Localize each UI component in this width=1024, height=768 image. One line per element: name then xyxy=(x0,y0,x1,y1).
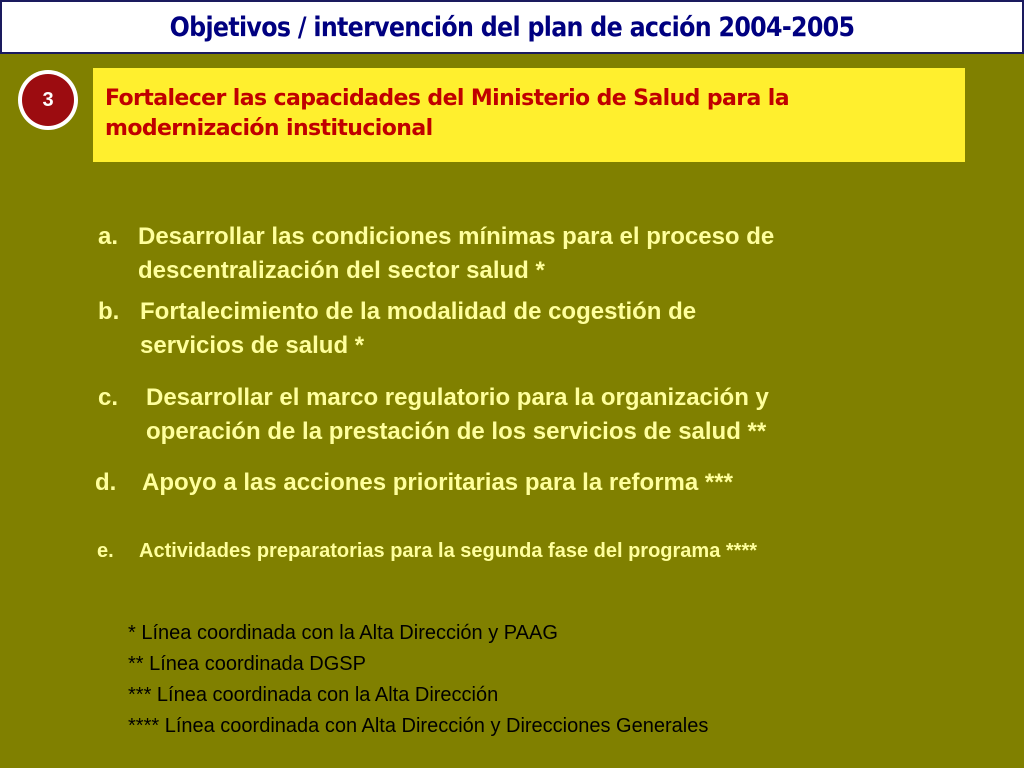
list-item-label: a. xyxy=(98,223,119,250)
title-bar xyxy=(0,0,1024,54)
list-item-line: Apoyo a las acciones prioritarias para la reforma *** xyxy=(142,469,733,496)
objective-number-badge xyxy=(18,70,78,130)
list-item-label: b. xyxy=(98,298,120,325)
objective-box xyxy=(93,68,965,162)
list-item-label: d. xyxy=(95,469,117,496)
slide-title: Objetivos / intervención del plan de acción 2004-2005 xyxy=(169,11,855,43)
footnotes xyxy=(128,618,708,742)
objective-line-1: Fortalecer las capacidades del Ministerio de Salud para la xyxy=(105,86,789,111)
list-item-line: Desarrollar el marco regulatorio para la organización y xyxy=(146,384,769,411)
footnote: **** Línea coordinada con Alta Dirección y Direcciones Generales xyxy=(128,715,709,737)
list-item-line: Desarrollar las condiciones mínimas para el proceso de xyxy=(138,223,775,250)
list-item-line: Fortalecimiento de la modalidad de cogestión de xyxy=(140,298,697,325)
objective-text xyxy=(105,84,895,144)
list-item-line: operación de la prestación de los servicios de salud ** xyxy=(146,418,767,445)
objective-line-2: modernización institucional xyxy=(105,116,433,141)
objective-number: 3 xyxy=(22,74,74,126)
list-item-line: descentralización del sector salud * xyxy=(138,257,545,284)
footnote: ** Línea coordinada DGSP xyxy=(128,653,366,675)
footnote: * Línea coordinada con la Alta Dirección y PAAG xyxy=(128,622,558,644)
list-item-label: c. xyxy=(98,384,119,411)
list-item-line: Actividades preparatorias para la segunda fase del programa **** xyxy=(139,540,758,562)
list-item-line: servicios de salud * xyxy=(140,332,365,359)
list-item-label: e. xyxy=(97,540,114,562)
footnote: *** Línea coordinada con la Alta Dirección xyxy=(128,684,499,706)
